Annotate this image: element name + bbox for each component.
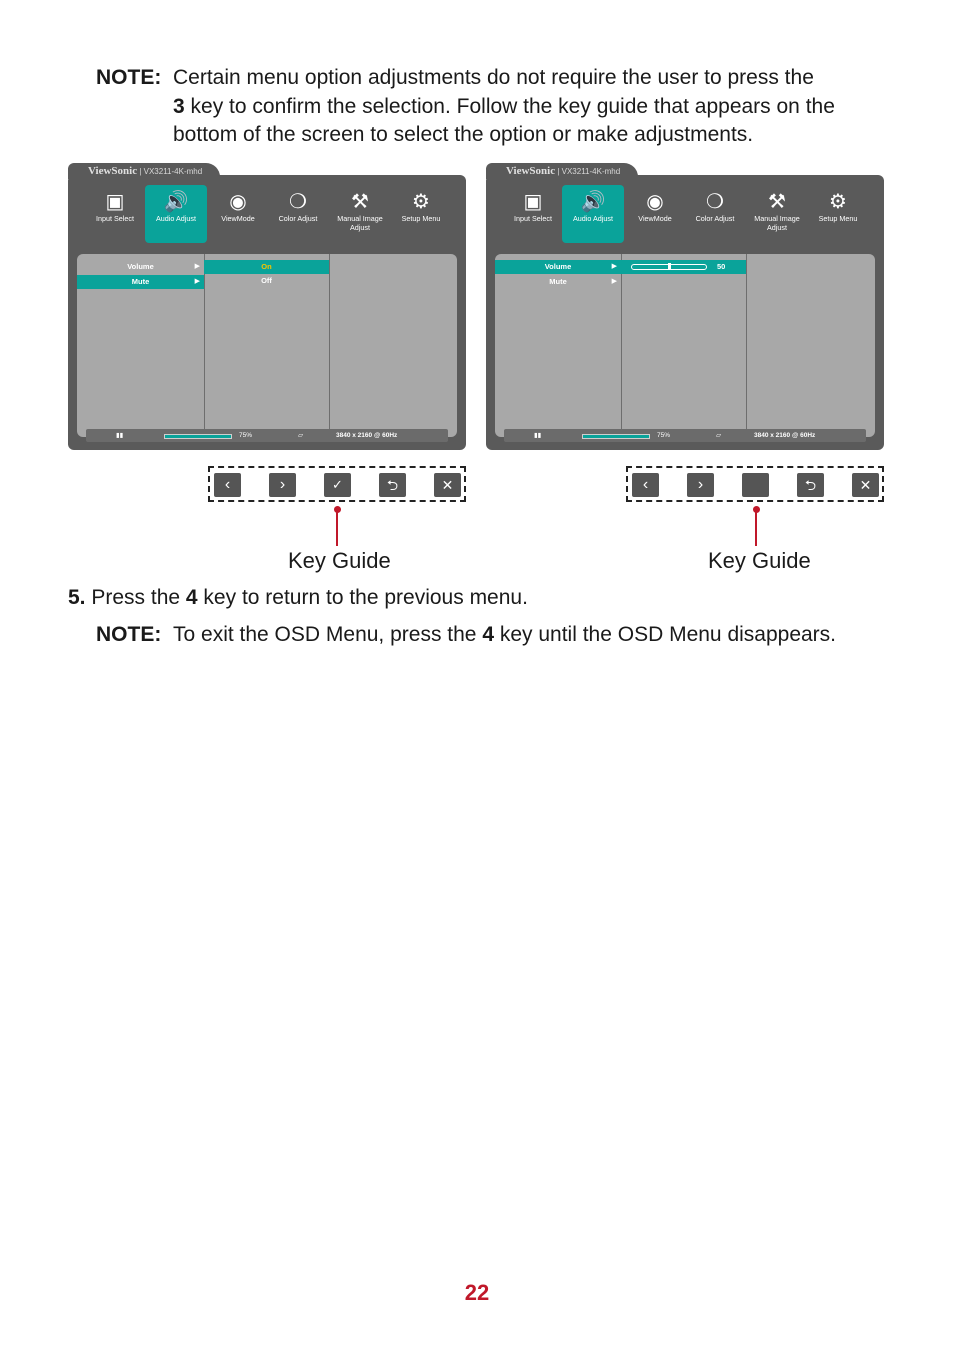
osd-audio-adjust[interactable]: 🔊 Audio Adjust: [562, 185, 624, 243]
brightness-value: 75%: [239, 432, 253, 439]
check-icon[interactable]: ✓: [324, 473, 351, 497]
menu-volume[interactable]: Volume ▶: [127, 262, 200, 271]
osd-manual-image-adjust[interactable]: ⚒ Manual Image Adjust: [746, 185, 808, 243]
osd-viewmode[interactable]: ◉ ViewMode: [624, 185, 686, 243]
osd-brand-tab: ViewSonic | VX3211-4K-mhd: [486, 163, 638, 179]
key-number: 3: [173, 95, 185, 118]
close-icon[interactable]: ✕: [434, 473, 461, 497]
speaker-icon: 🔊: [580, 191, 606, 213]
return-icon[interactable]: ⮌: [379, 473, 406, 497]
eye-icon: ◉: [229, 191, 247, 213]
menu-mute[interactable]: Mute ▶: [77, 275, 204, 289]
osd-screenshot-right: [486, 163, 884, 450]
step-5: 5. Press the 4 key to return to the previous menu.: [68, 586, 528, 609]
osd-status-bar: [504, 429, 866, 442]
speaker-icon: 🔊: [163, 191, 189, 213]
note-line-1: Certain menu option adjustments do not require the user to press the: [173, 66, 814, 89]
key-guide-right: [626, 466, 884, 502]
key-guide-label-right: Key Guide: [708, 548, 811, 573]
note-label: NOTE:: [96, 66, 162, 89]
osd-audio-adjust[interactable]: 🔊 Audio Adjust: [145, 185, 207, 243]
note-2-text: To exit the OSD Menu, press the 4 key until the OSD Menu disappears.: [173, 623, 837, 646]
submenu-off[interactable]: Off: [261, 276, 272, 285]
key-guide-label-left: Key Guide: [288, 548, 391, 573]
submenu-on[interactable]: On: [204, 260, 329, 274]
volume-slider-row[interactable]: [621, 260, 746, 274]
volume-value: 50: [717, 262, 726, 271]
battery-icon: ▮▮: [534, 432, 542, 439]
page-number: 22: [464, 1280, 490, 1305]
chevron-right-icon[interactable]: ›: [687, 473, 714, 497]
osd-manual-image-adjust[interactable]: ⚒ Manual Image Adjust: [329, 185, 391, 243]
osd-brand-tab: ViewSonic | VX3211-4K-mhd: [68, 163, 220, 179]
osd-input-select[interactable]: ▣ Input Select: [84, 185, 146, 243]
note-line-3: bottom of the screen to select the option or make adjustments.: [173, 123, 754, 146]
osd-setup-menu[interactable]: ⚙ Setup Menu: [390, 185, 452, 243]
osd-viewmode[interactable]: ◉ ViewMode: [207, 185, 269, 243]
return-icon[interactable]: ⮌: [797, 473, 824, 497]
rgb-circles-icon: ❍: [706, 191, 724, 213]
brightness-value: 75%: [657, 432, 671, 439]
osd-color-adjust[interactable]: ❍ Color Adjust: [267, 185, 329, 243]
gear-icon: ⚙: [829, 191, 847, 213]
menu-mute[interactable]: Mute ▶: [549, 277, 617, 286]
osd-input-select[interactable]: ▣ Input Select: [502, 185, 564, 243]
brightness-bar: [164, 434, 232, 439]
osd-color-adjust[interactable]: ❍ Color Adjust: [684, 185, 746, 243]
chevron-left-icon[interactable]: ‹: [214, 473, 241, 497]
rgb-circles-icon: ❍: [289, 191, 307, 213]
blank-key[interactable]: [742, 473, 769, 497]
brightness-bar: [582, 434, 650, 439]
osd-setup-menu[interactable]: ⚙ Setup Menu: [807, 185, 869, 243]
monitor-wrench-icon: ⚒: [351, 191, 369, 213]
resolution-text: 3840 x 2160 @ 60Hz: [754, 432, 816, 439]
resolution-text: 3840 x 2160 @ 60Hz: [336, 432, 398, 439]
note-label: NOTE:: [96, 623, 162, 646]
input-icon: ▣: [523, 191, 543, 213]
osd-status-bar: [86, 429, 448, 442]
close-icon[interactable]: ✕: [852, 473, 879, 497]
chevron-left-icon[interactable]: ‹: [632, 473, 659, 497]
display-icon: ▱: [298, 432, 303, 439]
key-guide-left: [208, 466, 466, 502]
input-icon: ▣: [105, 191, 125, 213]
battery-icon: ▮▮: [116, 432, 124, 439]
eye-icon: ◉: [646, 191, 664, 213]
gear-icon: ⚙: [412, 191, 430, 213]
note-line-2: 3 key to confirm the selection. Follow the key guide that appears on the: [173, 95, 835, 118]
monitor-wrench-icon: ⚒: [768, 191, 786, 213]
leader-line: [755, 510, 757, 546]
volume-slider-thumb: [668, 263, 671, 270]
leader-line: [336, 510, 338, 546]
menu-volume[interactable]: Volume ▶: [495, 260, 621, 274]
chevron-right-icon[interactable]: ›: [269, 473, 296, 497]
osd-screenshot-left: [68, 163, 466, 450]
display-icon: ▱: [716, 432, 721, 439]
